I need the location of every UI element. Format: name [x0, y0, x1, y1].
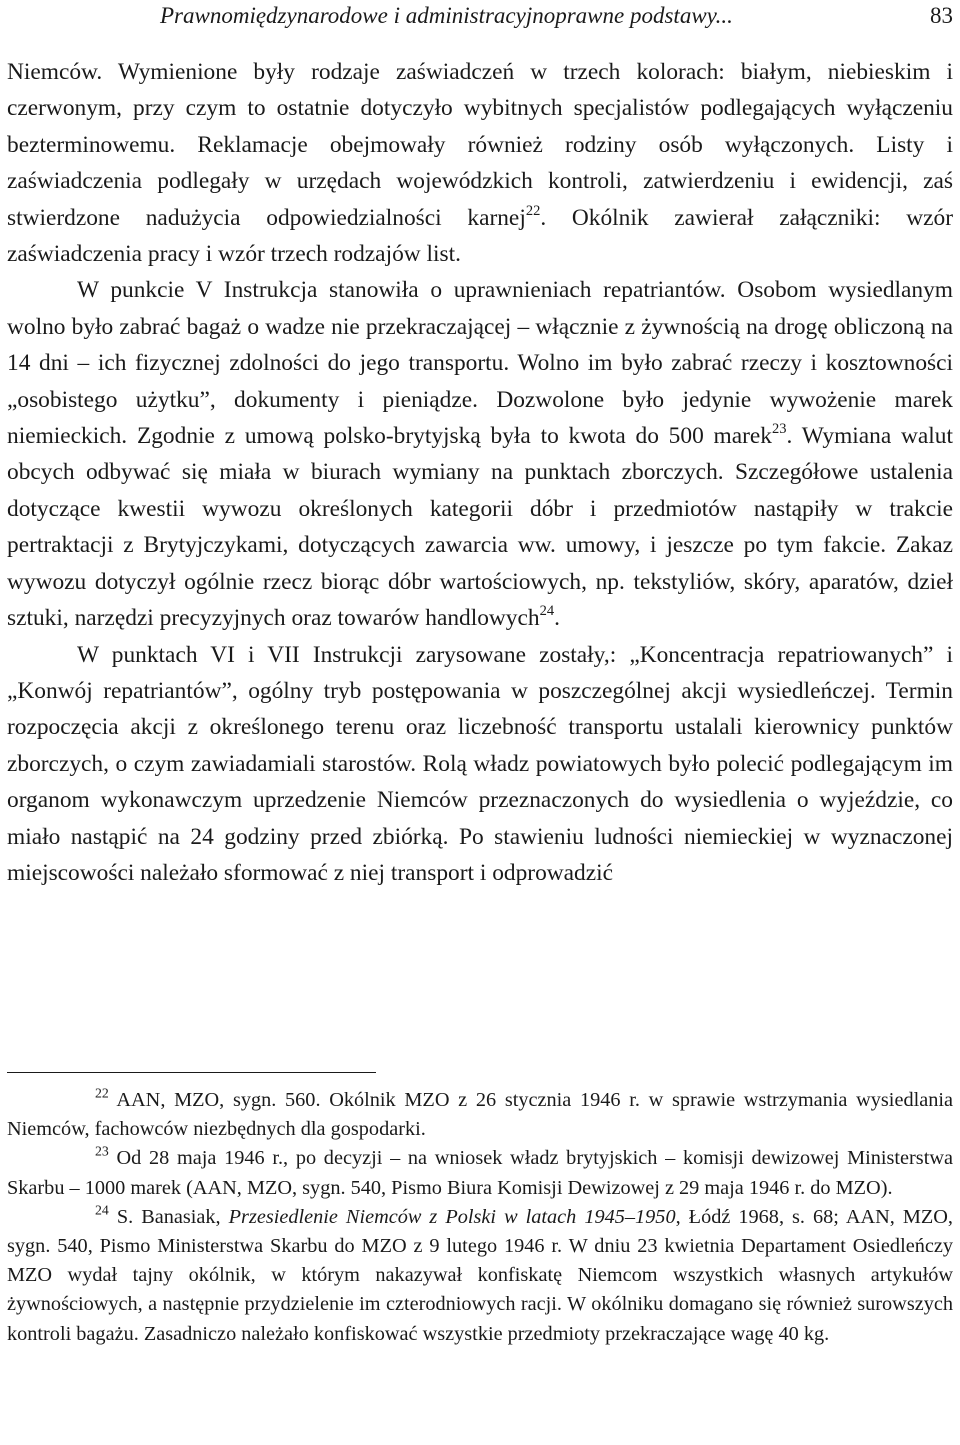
footnote-number: 22	[95, 1085, 109, 1101]
footnote-ref-22: 22	[525, 202, 541, 219]
page-number: 83	[930, 3, 953, 28]
footnote-ref-24: 24	[539, 602, 555, 619]
footnote-text: AAN, MZO, sygn. 560. Okólnik MZO z 26 stycznia 1946 r. w sprawie wstrzymania wysiedlania Niemców, fachowców niezbędnych dla gospodarki.	[7, 1089, 953, 1141]
footnote-23	[7, 1144, 953, 1202]
paragraph-2-text-c: .	[554, 605, 560, 632]
paragraph-2-text-a: W punkcie V Instrukcja stanowiła o uprawnieniach repatriantów. Osobom wysiedlanym wolno było zabrać bagaż o wadze nie przekraczającej – włącznie z żywnością na drogę obliczoną na 14 dni – ich fizycznej zdolności do jego transportu. Wolno im było zabrać rzeczy i kosztowności „osobistego użytku”, dokumenty i pieniądze. Dozwolone było jedynie wywożenie marek niemieckich. Zgodnie z umową polsko-brytyjską była to kwota do 500 marek	[7, 277, 953, 450]
footnote-book-title: Przesiedlenie Niemców z Polski w latach 1945–1950	[228, 1205, 676, 1228]
paragraph-2	[7, 272, 953, 636]
paragraph-1-text-b: . Okólnik zawierał załączniki: wzór zaświadczenia pracy i wzór trzech rodzajów list.	[7, 204, 953, 268]
running-title: Prawnomiędzynarodowe i administracyjnoprawne podstawy...	[160, 3, 733, 28]
footnote-ref-23: 23	[772, 420, 787, 437]
page-header	[160, 0, 953, 32]
footnote-22	[7, 1086, 953, 1144]
main-text	[7, 54, 953, 891]
footnote-text: , Łódź 1968, s. 68; AAN, MZO, sygn. 540, Pismo Ministerstwa Skarbu do MZO z 9 lutego 1946 r. W dniu 23 kwietnia Departament Osiedleńczy MZO wydał tajny okólnik, w którym nakazywał konfiskatę Niemcom wszystkich własnych artykułów żywnościowych, a następnie przydzielenie im czterodniowych racji. W okólniku domagano się również surowszych kontroli bagażu. Zasadniczo należało konfiskować wszystkie przedmioty przekraczające wagę 40 kg.	[7, 1205, 953, 1345]
footnote-text: Od 28 maja 1946 r., po decyzji – na wniosek władz brytyjskich – komisji dewizowej Ministerstwa Skarbu – 1000 marek (AAN, MZO, sygn. 540, Pismo Biura Komisji Dewizowej z 29 maja 1946 r. do MZO).	[7, 1147, 953, 1199]
paragraph-2-text-b: . Wymiana walut obcych odbywać się miała w biurach wymiany na punktach zborczych. Szczegółowe ustalenia dotyczące kwestii wywozu określonych kategorii dóbr i przedmiotów nastąpiły w trakcie pertraktacji z Brytyjczykami, dotyczących zawarcia ww. umowy, i jeszcze po tym fakcie. Zakaz wywozu dotyczył ogólnie rzecz biorąc dóbr wartościowych, np. tekstyliów, skóry, aparatów, dzieł sztuki, narzędzi precyzyjnych oraz towarów handlowych	[7, 423, 954, 632]
footnote-author: S. Banasiak,	[116, 1205, 221, 1228]
footnote-24	[7, 1203, 953, 1349]
paragraph-1	[7, 54, 953, 272]
footnotes	[7, 1086, 953, 1349]
footnote-number: 24	[95, 1202, 109, 1218]
footnote-separator	[7, 1072, 376, 1073]
footnote-number: 23	[95, 1144, 109, 1160]
paragraph-3: W punktach VI i VII Instrukcji zarysowane zostały,: „Koncentracja repatriowanych” i „Konwój repatriantów”, ogólny tryb postępowania w poszczególnej akcji wysiedleńczej. Termin rozpoczęcia akcji z określonego terenu oraz liczebność transportu ustalali kierownicy punktów zborczych, o czym zawiadamiali starostów. Rolą władz powiatowych było polecić podlegającym im organom wykonawczym uprzedzenie Niemców przeznaczonych do wysiedlenia o wyjeździe, co miało nastąpić na 24 godziny przed zbiórką. Po stawieniu ludności niemieckiej w wyznaczonej miejscowości należało sformować z niej transport i odprowadzić	[7, 641, 953, 886]
paragraph-1-text-a: Niemców. Wymienione były rodzaje zaświadczeń w trzech kolorach: białym, niebieskim i czerwonym, przy czym to ostatnie dotyczyło wybitnych specjalistów podlegających wyłączeniu bezterminowemu. Reklamacje obejmowały również rodziny osób wyłączonych. Listy i zaświadczenia podlegały w urzędach wojewódzkich kontroli, zatwierdzeniu i ewidencji, zaś stwierdzone nadużycia odpowiedzialności karnej	[7, 59, 953, 231]
